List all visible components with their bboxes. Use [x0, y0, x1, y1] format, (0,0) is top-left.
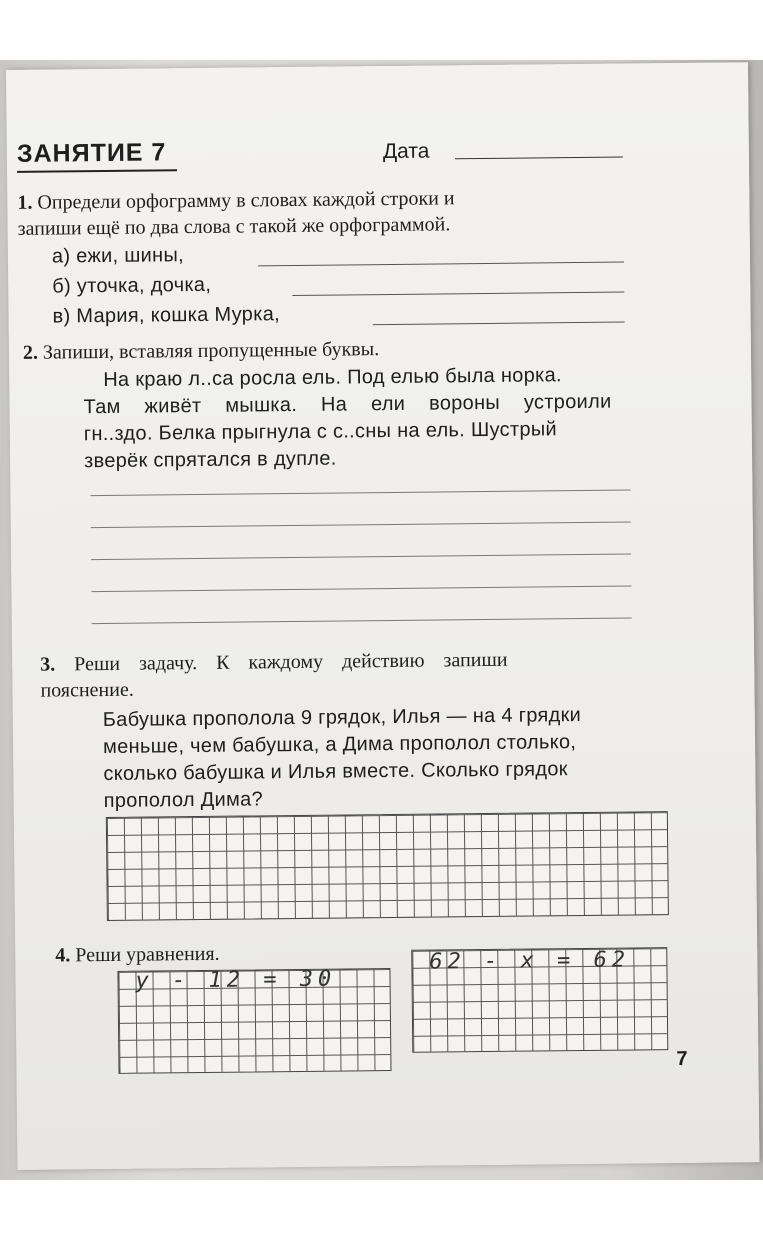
- writing-line[interactable]: [90, 489, 630, 496]
- task2-text-line: зверёк спрятался в дупле.: [83, 447, 337, 473]
- task3-heading: [40, 649, 508, 677]
- task1-item-c: [52, 303, 280, 328]
- task3-number: 3.: [40, 653, 56, 676]
- writing-line[interactable]: [91, 585, 631, 592]
- writing-line[interactable]: [92, 617, 632, 624]
- workbook-page: [6, 62, 759, 1170]
- task1-heading: [17, 187, 454, 215]
- date-field-line[interactable]: [455, 157, 623, 160]
- task1-answer-line-a[interactable]: [258, 262, 624, 267]
- item-words: Мария, кошка Мурка,: [76, 303, 281, 328]
- task4-title: Реши уравнения.: [75, 942, 220, 967]
- title-underline: [17, 169, 177, 173]
- task3-text-line: меньше, чем бабушка, а Дима прополол столько,: [102, 731, 577, 759]
- task1-number: 1.: [17, 191, 33, 214]
- item-words: ежи, шины,: [76, 244, 185, 268]
- task2-text-line: На краю л..са росла ель. Под елью была норка.: [103, 364, 562, 391]
- task1-answer-line-b[interactable]: [292, 292, 624, 296]
- task3-title-line2: пояснение.: [40, 678, 134, 702]
- task1-answer-line-c[interactable]: [373, 322, 625, 326]
- page-number: 7: [676, 1047, 688, 1071]
- item-words: уточка, дочка,: [76, 273, 212, 298]
- task3-title-line1: Реши задачу. К каждому действию запиши: [74, 648, 508, 676]
- equation1-handwriting: y - 12 = 30: [135, 966, 337, 994]
- task3-text-line: сколько бабушка и Илья вместе. Сколько грядок: [103, 758, 568, 786]
- task4-number: 4.: [55, 944, 71, 967]
- task2-heading: [23, 338, 379, 365]
- task3-answer-grid[interactable]: [106, 811, 669, 921]
- item-label: в): [52, 305, 71, 328]
- writing-line[interactable]: [91, 553, 631, 560]
- task4-heading: [55, 943, 220, 968]
- task3-text-line: прополол Дима?: [103, 788, 264, 813]
- item-label: б): [52, 275, 72, 298]
- item-label: а): [51, 245, 71, 268]
- date-label: Дата: [382, 139, 430, 164]
- task1-item-b: [52, 274, 211, 299]
- task3-text-line: Бабушка прополола 9 грядок, Илья — на 4 грядки: [102, 704, 582, 732]
- task1-text-line2: запиши ещё по два слова с такой же орфограммой.: [17, 213, 451, 240]
- writing-line[interactable]: [91, 521, 631, 528]
- task2-number: 2.: [22, 341, 39, 364]
- task2-title: Запиши, вставляя пропущенные буквы.: [42, 338, 380, 364]
- lesson-title: ЗАНЯТИЕ 7: [16, 138, 167, 168]
- task2-text-line: Там живёт мышка. На ели вороны устроили: [83, 390, 612, 419]
- task1-text-line1: Определи орфограмму в словах каждой строки и: [37, 187, 455, 214]
- task1-item-a: [52, 244, 184, 268]
- task2-text-line: гн..здо. Белка прыгнула с с..сны на ель. Шустрый: [83, 418, 558, 446]
- equation2-handwriting: 62 - x = 62: [429, 947, 631, 975]
